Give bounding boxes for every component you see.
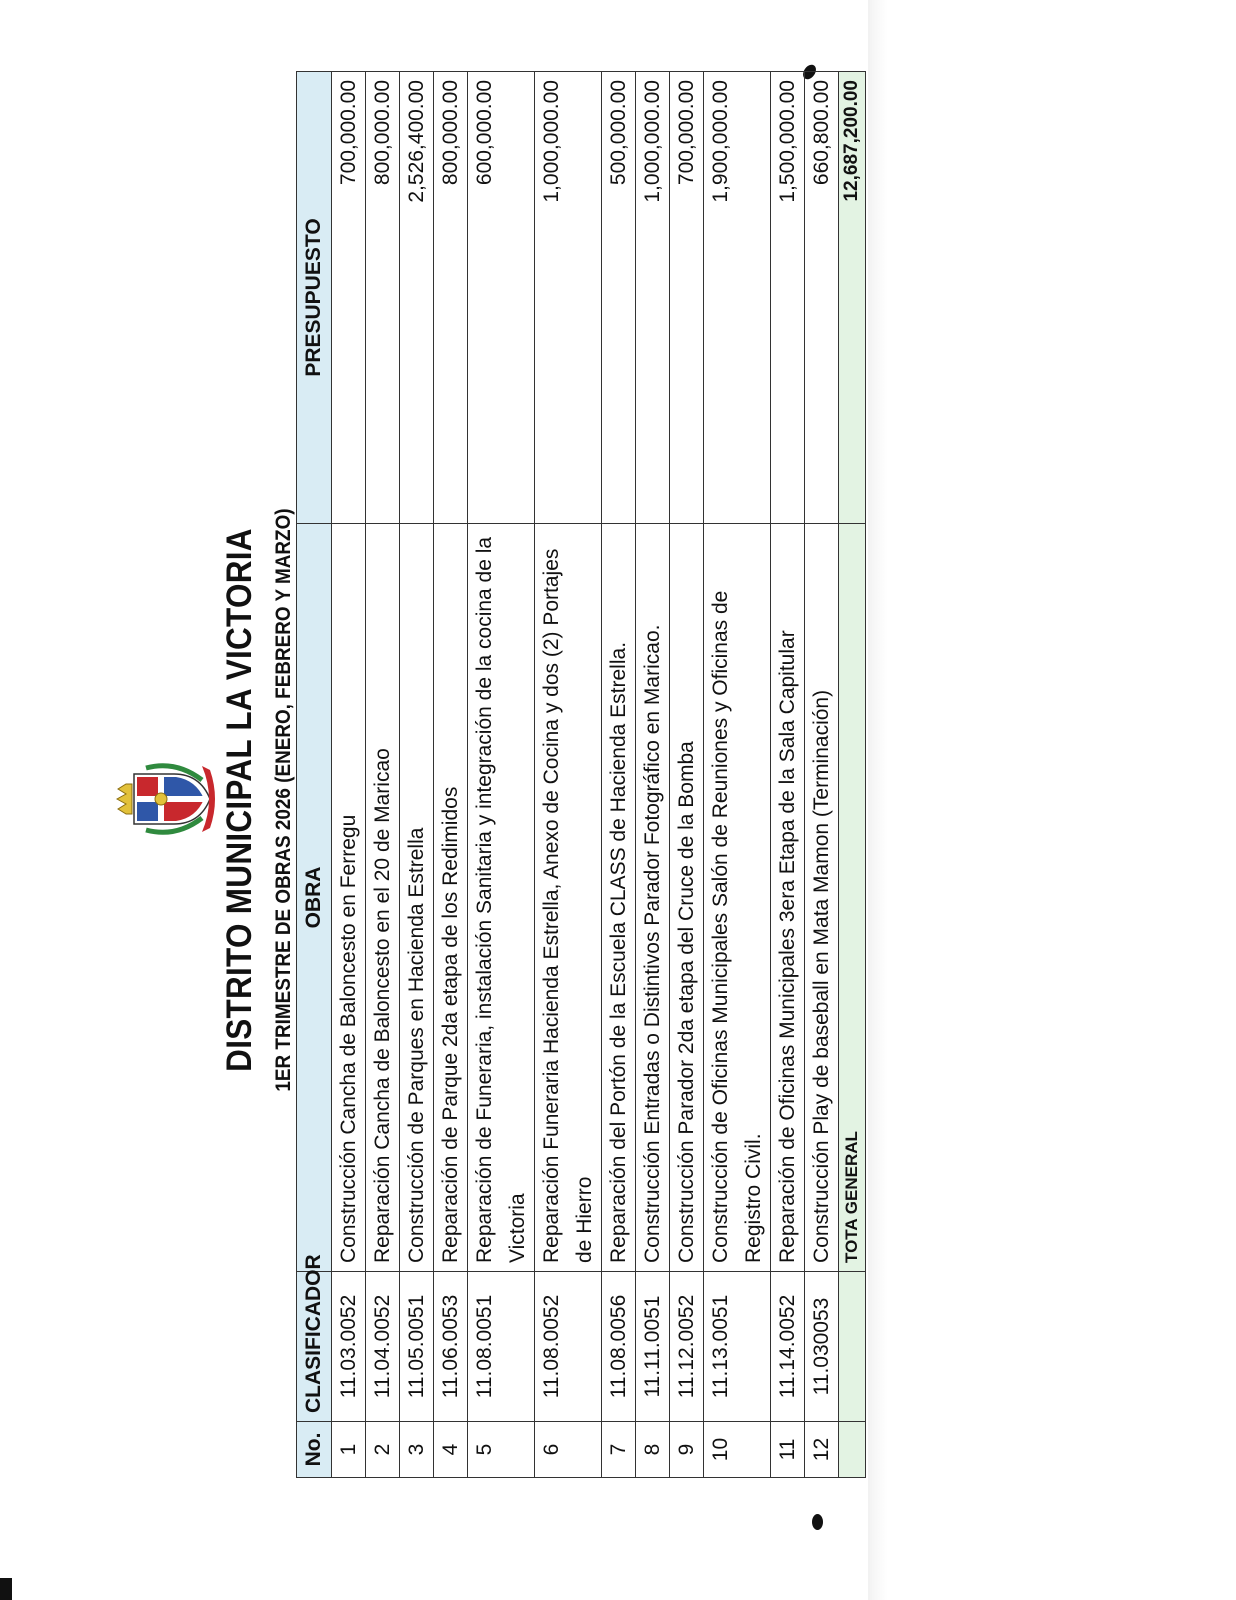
row-presupuesto: 700,000.00: [670, 72, 704, 524]
row-obra: Reparación del Portón de la Escuela CLASS de Hacienda Estrella.: [602, 524, 636, 1272]
row-presupuesto: 500,000.00: [602, 72, 636, 524]
row-clasificador: 11.08.0051: [468, 1272, 535, 1422]
table-row: [771, 72, 805, 1478]
row-presupuesto: 600,000.00: [468, 72, 535, 524]
row-obra: Reparación Funeraria Hacienda Estrella, Anexo de Cocina y dos (2) Portajes de Hierro: [535, 524, 602, 1272]
row-presupuesto: 2,526,400.00: [400, 72, 434, 524]
table-row: [332, 72, 366, 1478]
row-number: 7: [602, 1422, 636, 1478]
row-clasificador: 11.030053: [805, 1272, 839, 1422]
row-number: 8: [636, 1422, 670, 1478]
row-obra: Construcción de Oficinas Municipales Salón de Reuniones y Oficinas de Registro Civil.: [704, 524, 771, 1272]
row-clasificador: 11.14.0052: [771, 1272, 805, 1422]
row-clasificador: 11.12.0052: [670, 1272, 704, 1422]
row-clasificador: 11.05.0051: [400, 1272, 434, 1422]
row-clasificador: 11.03.0052: [332, 1272, 366, 1422]
document-subtitle: 1ER TRIMESTRE DE OBRAS 2026 (ENERO, FEBRERO Y MARZO): [272, 508, 295, 1092]
row-number: 5: [468, 1422, 535, 1478]
row-obra: Construcción Parador 2da etapa del Cruce de la Bomba: [670, 524, 704, 1272]
table-row: [636, 72, 670, 1478]
total-empty-cell: [839, 1272, 866, 1422]
row-obra: Construcción de Parques en Hacienda Estrella: [400, 524, 434, 1272]
row-presupuesto: 1,000,000.00: [535, 72, 602, 524]
table-row: [805, 72, 839, 1478]
table-row: [434, 72, 468, 1478]
row-clasificador: 11.08.0052: [535, 1272, 602, 1422]
total-row: [839, 72, 866, 1478]
column-header-obra: OBRA: [297, 524, 332, 1272]
row-clasificador: 11.11.0051: [636, 1272, 670, 1422]
row-obra: Reparación de Funeraria, instalación Sanitaria y integración de la cocina de la Victoria: [468, 524, 535, 1272]
row-obra: Reparación Cancha de Baloncesto en el 20 de Maricao: [366, 524, 400, 1272]
municipal-coat-of-arms-icon: [116, 758, 216, 840]
row-number: 6: [535, 1422, 602, 1478]
row-number: 11: [771, 1422, 805, 1478]
row-presupuesto: 1,500,000.00: [771, 72, 805, 524]
table-row: [366, 72, 400, 1478]
column-header-no: No.: [297, 1422, 332, 1478]
row-clasificador: 11.08.0056: [602, 1272, 636, 1422]
row-number: 1: [332, 1422, 366, 1478]
row-number: 10: [704, 1422, 771, 1478]
row-obra: Reparación de Oficinas Municipales 3era Etapa de la Sala Capitular: [771, 524, 805, 1272]
total-value: 12,687,200.00: [839, 72, 866, 524]
row-presupuesto: 800,000.00: [366, 72, 400, 524]
row-number: 2: [366, 1422, 400, 1478]
table-row: [535, 72, 602, 1478]
row-clasificador: 11.13.0051: [704, 1272, 771, 1422]
row-clasificador: 11.04.0052: [366, 1272, 400, 1422]
row-presupuesto: 700,000.00: [332, 72, 366, 524]
row-number: 9: [670, 1422, 704, 1478]
row-number: 12: [805, 1422, 839, 1478]
row-presupuesto: 1,900,000.00: [704, 72, 771, 524]
table-row: [468, 72, 535, 1478]
row-presupuesto: 660,800.00: [805, 72, 839, 524]
row-obra: Construcción Cancha de Baloncesto en Ferregu: [332, 524, 366, 1272]
total-label: TOTA GENERAL: [839, 524, 866, 1272]
table-header-row: [297, 72, 332, 1478]
document-title: DISTRITO MUNICIPAL LA VICTORIA: [220, 528, 259, 1072]
row-presupuesto: 800,000.00: [434, 72, 468, 524]
column-header-clasificador: CLASIFICADOR: [297, 1272, 332, 1422]
table-row: [602, 72, 636, 1478]
table-row: [400, 72, 434, 1478]
row-presupuesto: 1,000,000.00: [636, 72, 670, 524]
row-obra: Reparación de Parque 2da etapa de los Redimidos: [434, 524, 468, 1272]
total-empty-cell: [839, 1422, 866, 1478]
column-header-presupuesto: PRESUPUESTO: [297, 72, 332, 524]
table-row: [670, 72, 704, 1478]
row-number: 3: [400, 1422, 434, 1478]
row-clasificador: 11.06.0053: [434, 1272, 468, 1422]
table-row: [704, 72, 771, 1478]
row-number: 4: [434, 1422, 468, 1478]
row-obra: Construcción Entradas o Distintivos Parador Fotográfico en Maricao.: [636, 524, 670, 1272]
works-budget-table: [296, 71, 866, 1478]
row-obra: Construcción Play de baseball en Mata Mamon (Terminación): [805, 524, 839, 1272]
